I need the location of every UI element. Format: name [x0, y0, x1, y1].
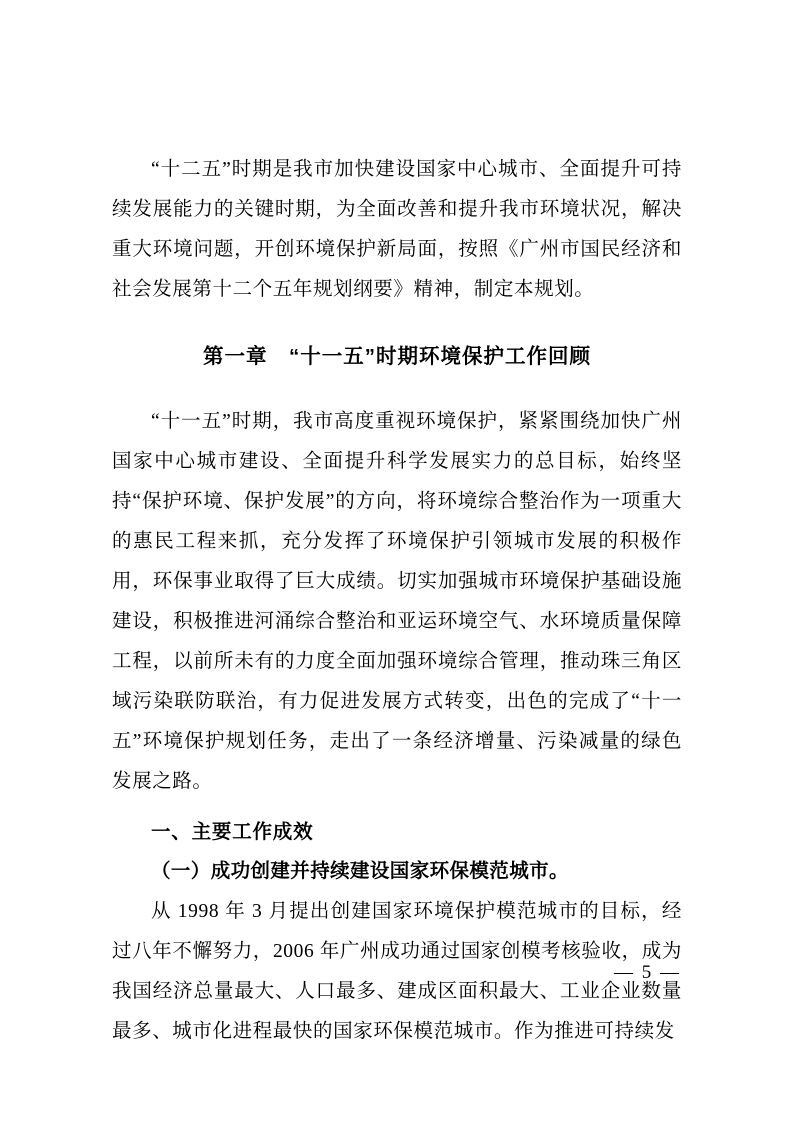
- paragraph-intro: “十二五”时期是我市加快建设国家中心城市、全面提升可持续发展能力的关键时期，为全面改善和提升我市环境状况，解决重大环境问题，开创环境保护新局面，按照《广州市国民经济和社会发展第十二个五年规划纲要》精神，制定本规划。: [112, 159, 682, 300]
- paragraph-model-city-body: 从 1998 年 3 月提出创建国家环境保护模范城市的目标，经过八年不懈努力，2006 年广州成功通过国家创模考核验收，成为我国经济总量最大、人口最多、建成区面积最大、工业企业数量最多、城市化进程最快的国家环保模范城市。作为推进可持续发: [112, 901, 682, 1042]
- page-content: [112, 150, 682, 1052]
- section-heading-main-achievements: 一、主要工作成效: [151, 821, 314, 843]
- paragraph-review: “十一五”时期，我市高度重视环境保护，紧紧围绕加快广州国家中心城市建设、全面提升科学发展实力的总目标，始终坚持“保护环境、保护发展”的方向，将环境综合整治作为一项重大的惠民工程来抓，充分发挥了环境保护引领城市发展的积极作用，环保事业取得了巨大成绩。切实加强城市环境保护基础设施建设，积极推进河涌综合整治和亚运环境空气、水环境质量保障工程，以前所未有的力度全面加强环境综合管理，推动珠三角区域污染联防联治，有力促进发展方式转变，出色的完成了“十一五”环境保护规划任务，走出了一条经济增量、污染减量的绿色发展之路。: [112, 411, 682, 792]
- paragraph-spacer: [112, 802, 682, 806]
- subsection-heading-model-city: （一）成功创建并持续建设国家环保模范城市。: [151, 861, 569, 882]
- page-number: — 5 —: [614, 962, 681, 983]
- chapter-title: 第一章 “十一五”时期环境保护工作回顾: [203, 345, 591, 368]
